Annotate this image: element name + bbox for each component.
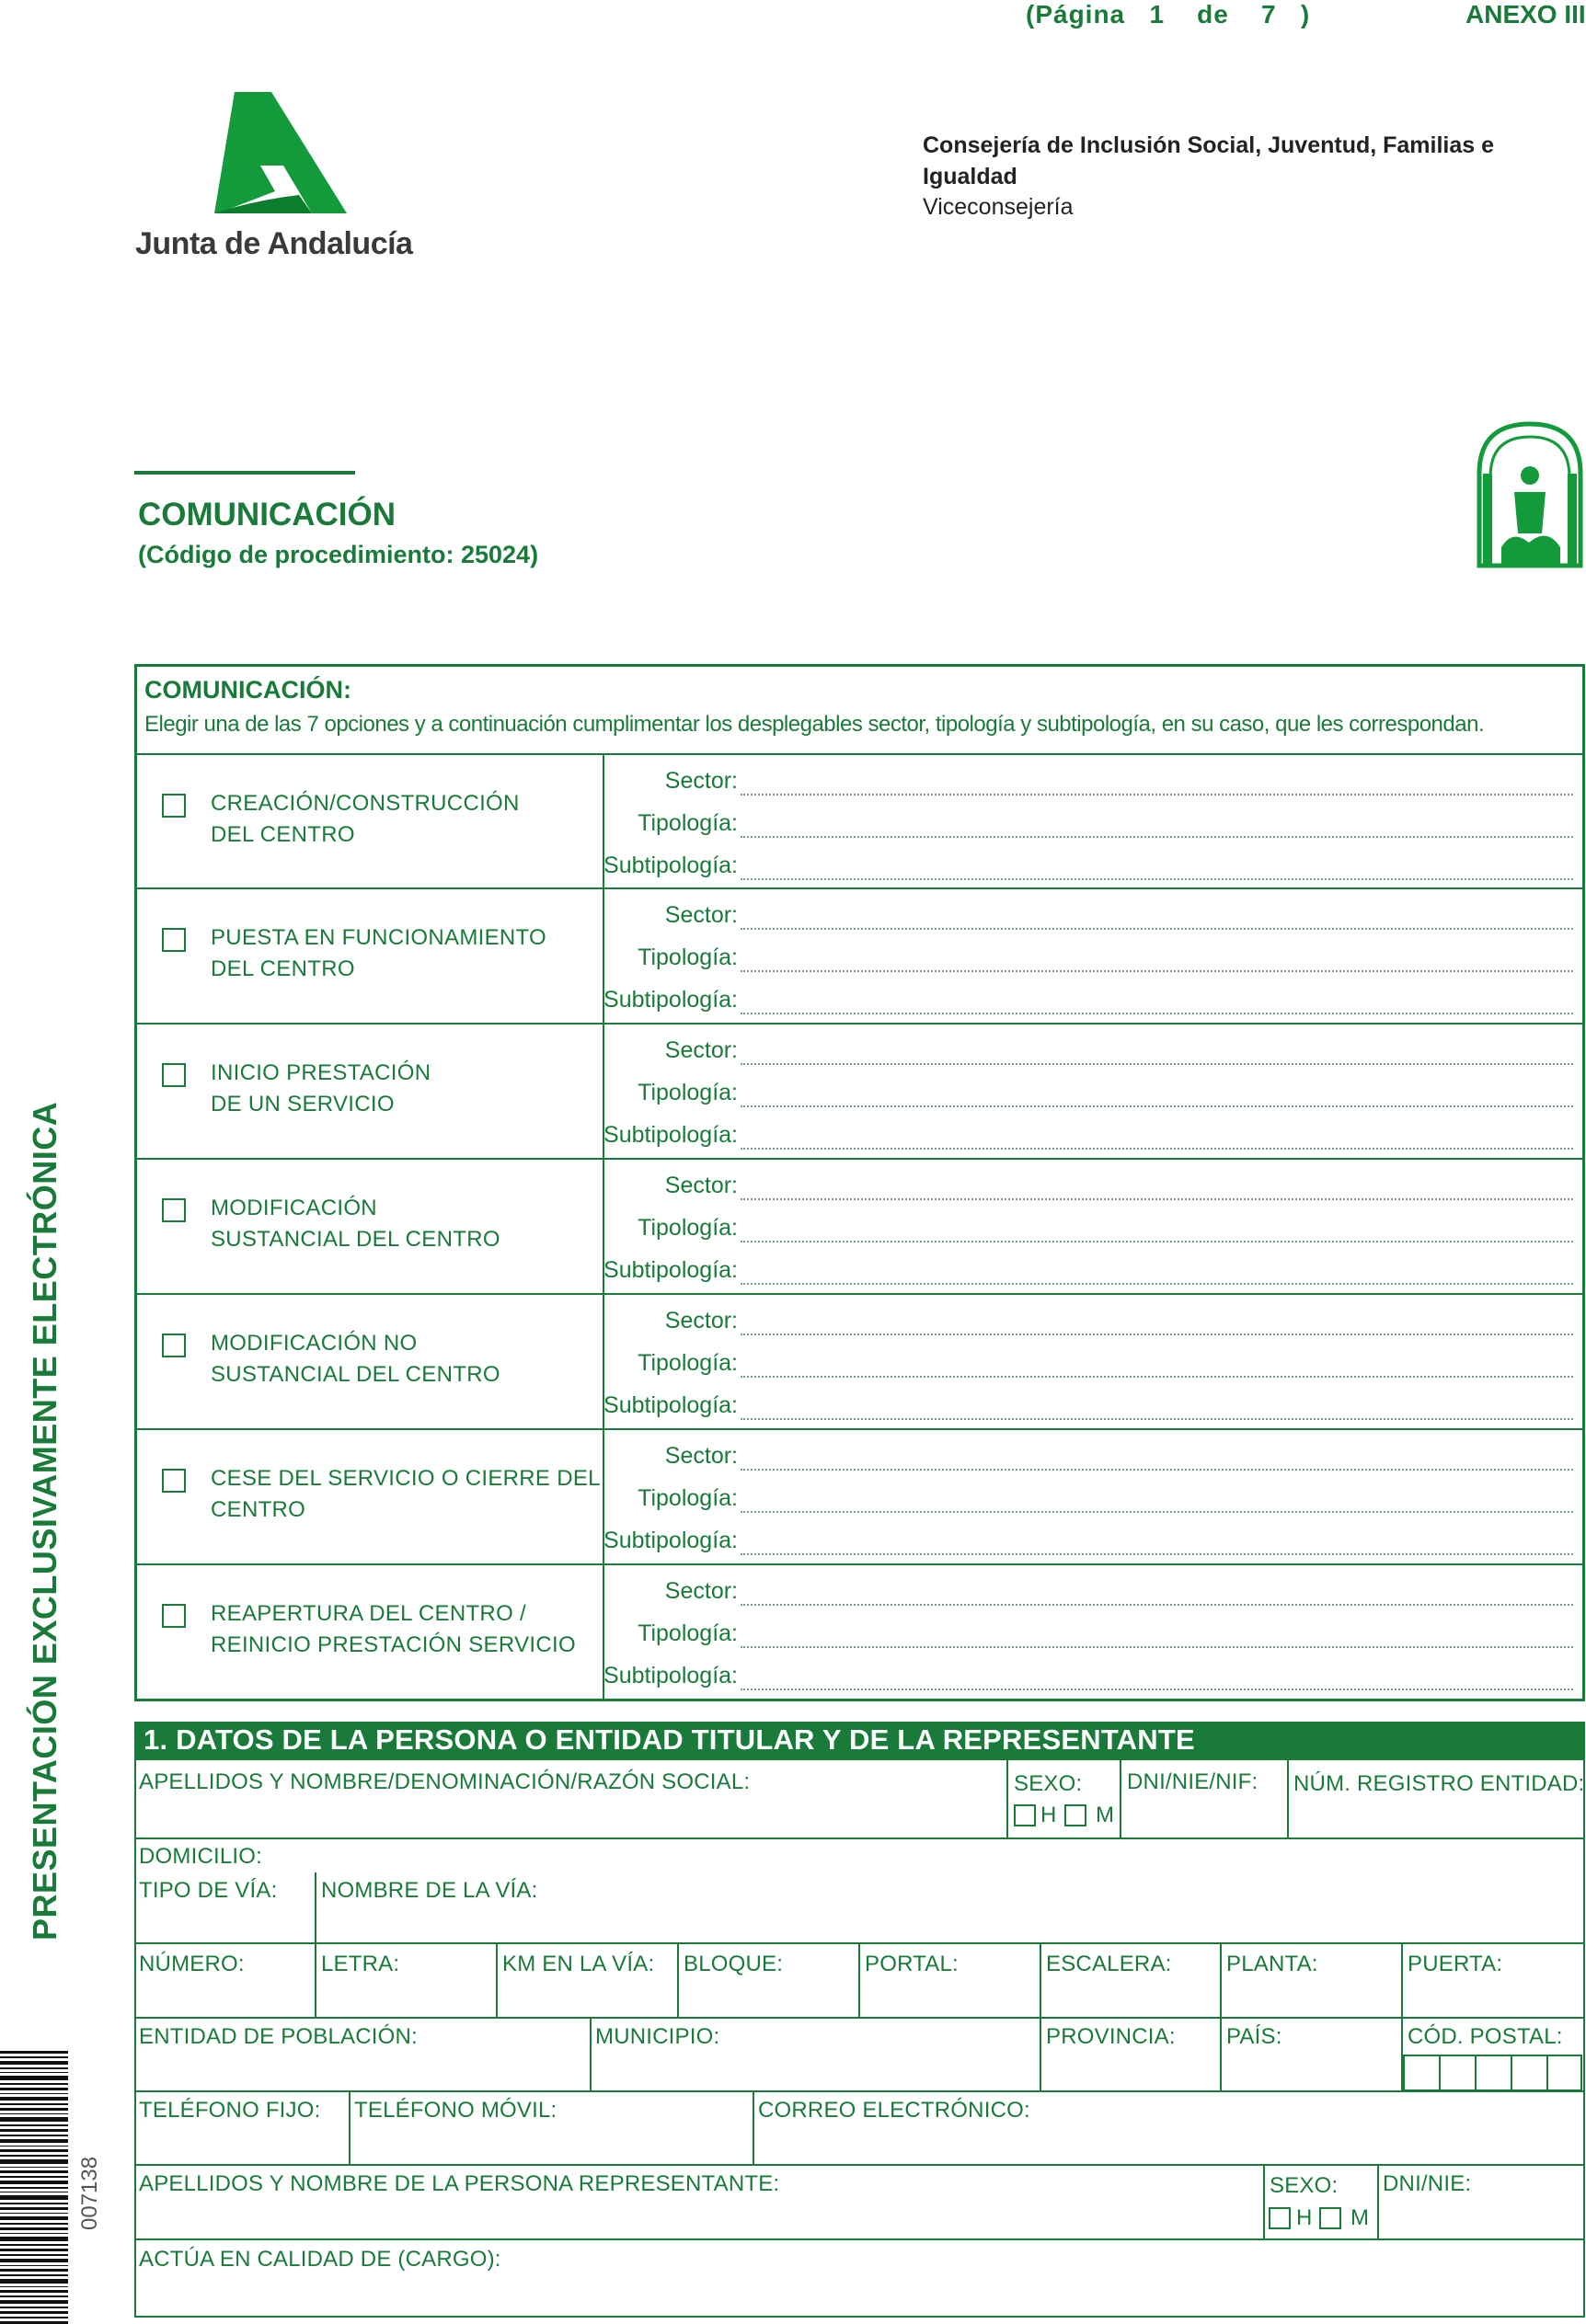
dotted-input-line xyxy=(741,1334,1573,1335)
col-divider xyxy=(590,2017,592,2092)
option-label-line2: SUSTANCIAL DEL CENTRO xyxy=(211,1227,500,1252)
dotted-input-line xyxy=(741,1013,1573,1014)
option-label xyxy=(211,1463,601,1526)
section1-header xyxy=(134,1722,1585,1760)
col-divider xyxy=(1040,1942,1041,2019)
sector-field[interactable] xyxy=(606,897,1582,939)
portal-field[interactable]: PORTAL: xyxy=(865,1952,959,1976)
tipo-via-field[interactable]: TIPO DE VÍA: xyxy=(139,1878,278,1903)
sector-field[interactable] xyxy=(606,762,1582,805)
sector-field[interactable] xyxy=(606,1032,1582,1074)
tipologia-field[interactable] xyxy=(606,1615,1582,1657)
option-label-line1: PUESTA EN FUNCIONAMIENTO xyxy=(211,925,547,950)
option-label xyxy=(211,1193,500,1255)
sexo-rep-label: SEXO: xyxy=(1270,2173,1339,2198)
col-divider xyxy=(1377,2164,1379,2240)
comunicacion-section xyxy=(134,664,1585,1701)
col-divider xyxy=(858,1942,860,2019)
subtipologia-field[interactable] xyxy=(603,847,1582,889)
sexo-h-label: H xyxy=(1040,1803,1057,1827)
subtipologia-field[interactable] xyxy=(603,1522,1582,1564)
tipologia-field[interactable] xyxy=(606,1074,1582,1116)
subtipologia-field[interactable] xyxy=(603,1657,1582,1700)
col-divider xyxy=(1401,1942,1403,2019)
cod-postal-digit-box[interactable] xyxy=(1439,2055,1475,2091)
comunicacion-description: Elegir una de las 7 opciones y a continuación cumplimentar los desplegables sector, tipología y subtipología, en su caso, que les correspondan. xyxy=(144,712,1485,737)
field-label: Tipología: xyxy=(638,1485,738,1511)
cargo-field[interactable]: ACTÚA EN CALIDAD DE (CARGO): xyxy=(139,2247,501,2272)
field-label: Sector: xyxy=(664,902,738,928)
option-label-line1: MODIFICACIÓN NO xyxy=(211,1331,418,1356)
option-label xyxy=(211,922,546,985)
dotted-input-line xyxy=(741,794,1573,796)
field-label: Tipología: xyxy=(638,944,738,970)
col-divider xyxy=(315,1942,316,2019)
option-label-cell xyxy=(137,1025,604,1158)
option-label xyxy=(211,1598,576,1661)
field-label: Tipología: xyxy=(638,1350,738,1376)
nombre-via-field[interactable]: NOMBRE DE LA VÍA: xyxy=(321,1878,538,1903)
dotted-input-line xyxy=(741,1063,1573,1065)
tipologia-field[interactable] xyxy=(606,939,1582,981)
dotted-input-line xyxy=(741,1689,1573,1690)
row-divider xyxy=(134,1837,1585,1839)
escalera-field[interactable]: ESCALERA: xyxy=(1046,1952,1172,1976)
option-label-cell xyxy=(137,1565,604,1699)
sexo-label: SEXO: xyxy=(1014,1771,1083,1796)
planta-field[interactable]: PLANTA: xyxy=(1226,1952,1318,1976)
consejeria-name: Consejería de Inclusión Social, Juventud, Familias e Igualdad xyxy=(923,132,1495,189)
dotted-input-line xyxy=(741,928,1573,930)
subtipologia-field[interactable] xyxy=(603,1252,1582,1294)
domicilio-label: DOMICILIO: xyxy=(139,1844,263,1869)
col-divider xyxy=(1120,1760,1121,1839)
subtipologia-field[interactable] xyxy=(603,981,1582,1024)
col-divider xyxy=(496,1942,498,2019)
col-divider xyxy=(315,1872,316,1944)
letra-field[interactable]: LETRA: xyxy=(321,1952,400,1976)
option-row xyxy=(137,753,1582,888)
sexo-m-label: M xyxy=(1096,1803,1115,1827)
option-checkbox[interactable] xyxy=(162,1334,186,1357)
sector-field[interactable] xyxy=(606,1167,1582,1209)
km-field[interactable]: KM EN LA VÍA: xyxy=(502,1952,655,1976)
dotted-input-line xyxy=(741,1105,1573,1107)
num-registro-field[interactable]: NÚM. REGISTRO ENTIDAD: xyxy=(1293,1771,1585,1796)
tipologia-field[interactable] xyxy=(606,805,1582,847)
option-label-line2: SUSTANCIAL DEL CENTRO xyxy=(211,1362,500,1387)
dotted-input-line xyxy=(741,1376,1573,1378)
procedure-code: (Código de procedimiento: 25024) xyxy=(138,541,539,568)
option-label-cell xyxy=(137,755,604,888)
bloque-field[interactable]: BLOQUE: xyxy=(684,1952,784,1976)
col-divider xyxy=(753,2090,754,2166)
puerta-field[interactable]: PUERTA: xyxy=(1408,1952,1503,1976)
field-label: Subtipología: xyxy=(603,1122,738,1148)
field-label: Sector: xyxy=(664,1037,738,1063)
col-divider xyxy=(1263,2164,1265,2240)
sexo-rep-m-label: M xyxy=(1350,2205,1370,2230)
col-divider xyxy=(1287,1760,1289,1839)
option-label-line1: MODIFICACIÓN xyxy=(211,1196,377,1220)
option-label-line2: CENTRO xyxy=(211,1497,306,1522)
dotted-input-line xyxy=(741,836,1573,838)
field-label: Sector: xyxy=(664,1308,738,1334)
andalucia-seal-icon xyxy=(1476,418,1584,573)
option-label-cell xyxy=(137,1295,604,1428)
cod-postal-digit-box[interactable] xyxy=(1546,2055,1582,2091)
col-divider xyxy=(677,1942,679,2019)
option-label-line2: DEL CENTRO xyxy=(211,956,355,981)
option-checkbox[interactable] xyxy=(162,928,186,952)
apellidos-nombre-field[interactable]: APELLIDOS Y NOMBRE/DENOMINACIÓN/RAZÓN SOCIAL: xyxy=(139,1769,751,1794)
entidad-poblacion-field[interactable]: ENTIDAD DE POBLACIÓN: xyxy=(139,2024,418,2049)
option-label-cell xyxy=(137,1160,604,1293)
viceconsejeria-name: Viceconsejería xyxy=(923,194,1074,220)
pais-field[interactable]: PAÍS: xyxy=(1226,2024,1282,2049)
document-number: 007138 xyxy=(77,2156,102,2230)
option-row xyxy=(137,1563,1582,1699)
sexo-rep-h-checkbox[interactable] xyxy=(1269,2207,1291,2229)
section1-title: 1. DATOS DE LA PERSONA O ENTIDAD TITULAR Y DE LA REPRESENTANTE xyxy=(144,1723,1195,1756)
dotted-input-line xyxy=(741,1553,1573,1555)
dni-nie-field[interactable]: DNI/NIE: xyxy=(1383,2171,1472,2196)
option-label-line1: INICIO PRESTACIÓN xyxy=(211,1060,431,1085)
municipio-field[interactable]: MUNICIPIO: xyxy=(595,2024,720,2049)
sector-field[interactable] xyxy=(606,1437,1582,1480)
option-label-cell xyxy=(137,1430,604,1563)
field-label: Subtipología: xyxy=(603,853,738,878)
field-label: Subtipología: xyxy=(603,987,738,1013)
subtipologia-field[interactable] xyxy=(603,1387,1582,1429)
dotted-input-line xyxy=(741,1604,1573,1606)
field-label: Tipología: xyxy=(638,1080,738,1105)
field-label: Subtipología: xyxy=(603,1528,738,1553)
sexo-rep-m-checkbox[interactable] xyxy=(1319,2207,1341,2229)
dotted-input-line xyxy=(741,1469,1573,1471)
subtipologia-field[interactable] xyxy=(603,1116,1582,1159)
telefono-movil-field[interactable]: TELÉFONO MÓVIL: xyxy=(354,2098,557,2123)
option-checkbox[interactable] xyxy=(162,1198,186,1222)
row-divider xyxy=(134,2238,1585,2240)
field-label: Tipología: xyxy=(638,1215,738,1241)
title-rule xyxy=(134,471,355,475)
field-label: Sector: xyxy=(664,1578,738,1604)
side-vertical-text: PRESENTACIÓN EXCLUSIVAMENTE ELECTRÓNICA xyxy=(26,1101,63,1940)
col-divider xyxy=(1220,1942,1222,2019)
cod-postal-digit-box[interactable] xyxy=(1475,2055,1511,2091)
page-indicator: (Página 1 de 7 ) xyxy=(1026,0,1311,29)
option-row xyxy=(137,1158,1582,1293)
field-label: Sector: xyxy=(664,1443,738,1469)
field-label: Subtipología: xyxy=(603,1257,738,1283)
representante-field[interactable]: APELLIDOS Y NOMBRE DE LA PERSONA REPRESENTANTE: xyxy=(139,2171,780,2196)
option-label xyxy=(211,1058,431,1120)
dni-nie-nif-field[interactable]: DNI/NIE/NIF: xyxy=(1127,1769,1258,1794)
sexo-rep-h-label: H xyxy=(1296,2205,1313,2230)
option-checkbox[interactable] xyxy=(162,1063,186,1087)
field-label: Sector: xyxy=(664,768,738,794)
dotted-input-line xyxy=(741,1198,1573,1200)
option-checkbox[interactable] xyxy=(162,1469,186,1493)
col-divider xyxy=(349,2090,351,2166)
field-label: Tipología: xyxy=(638,1620,738,1646)
option-label-cell xyxy=(137,889,604,1023)
correo-field[interactable]: CORREO ELECTRÓNICO: xyxy=(758,2098,1030,2123)
dotted-input-line xyxy=(741,878,1573,880)
option-label-line2: DEL CENTRO xyxy=(211,822,355,847)
telefono-fijo-field[interactable]: TELÉFONO FIJO: xyxy=(139,2098,321,2123)
page-title: COMUNICACIÓN xyxy=(138,497,396,532)
sector-field[interactable] xyxy=(606,1302,1582,1345)
tipologia-field[interactable] xyxy=(606,1209,1582,1252)
option-label xyxy=(211,1328,500,1391)
dotted-input-line xyxy=(741,970,1573,972)
dotted-input-line xyxy=(741,1148,1573,1150)
cod-postal-label: CÓD. POSTAL: xyxy=(1408,2024,1563,2049)
provincia-field[interactable]: PROVINCIA: xyxy=(1046,2024,1176,2049)
sexo-h-checkbox[interactable] xyxy=(1014,1804,1036,1826)
cod-postal-digit-box[interactable] xyxy=(1511,2055,1546,2091)
option-label-line2: REINICIO PRESTACIÓN SERVICIO xyxy=(211,1632,576,1657)
dotted-input-line xyxy=(741,1241,1573,1242)
tipologia-field[interactable] xyxy=(606,1480,1582,1522)
field-label: Subtipología: xyxy=(603,1392,738,1418)
row-divider xyxy=(134,2164,1585,2166)
option-row xyxy=(137,1023,1582,1158)
annex-label: ANEXO III xyxy=(1465,0,1586,29)
option-label-line1: CREACIÓN/CONSTRUCCIÓN xyxy=(211,791,520,816)
option-label-line1: CESE DEL SERVICIO O CIERRE DEL xyxy=(211,1466,601,1491)
dotted-input-line xyxy=(741,1646,1573,1648)
option-label-line1: REAPERTURA DEL CENTRO / xyxy=(211,1601,526,1626)
comunicacion-header xyxy=(144,676,1484,738)
option-row xyxy=(137,887,1582,1023)
cod-postal-digit-box[interactable] xyxy=(1403,2055,1439,2091)
field-label: Sector: xyxy=(664,1173,738,1198)
dotted-input-line xyxy=(741,1418,1573,1420)
option-row xyxy=(137,1428,1582,1563)
row-divider xyxy=(134,2090,1585,2092)
option-checkbox[interactable] xyxy=(162,794,186,818)
tipologia-field[interactable] xyxy=(606,1345,1582,1387)
option-label-line2: DE UN SERVICIO xyxy=(211,1092,395,1116)
dotted-input-line xyxy=(741,1511,1573,1513)
col-divider xyxy=(1006,1760,1008,1839)
option-label xyxy=(211,788,520,851)
logo-text: Junta de Andalucía xyxy=(135,226,413,261)
sexo-m-checkbox[interactable] xyxy=(1064,1804,1086,1826)
sector-field[interactable] xyxy=(606,1573,1582,1615)
barcode-icon xyxy=(0,2051,68,2324)
col-divider xyxy=(1220,2017,1222,2092)
field-label: Tipología: xyxy=(638,810,738,836)
comunicacion-title: COMUNICACIÓN: xyxy=(144,676,351,704)
numero-field[interactable]: NÚMERO: xyxy=(139,1952,245,1976)
dotted-input-line xyxy=(741,1283,1573,1285)
col-divider xyxy=(1040,2017,1041,2092)
field-label: Subtipología: xyxy=(603,1663,738,1689)
option-checkbox[interactable] xyxy=(162,1604,186,1628)
option-row xyxy=(137,1293,1582,1428)
